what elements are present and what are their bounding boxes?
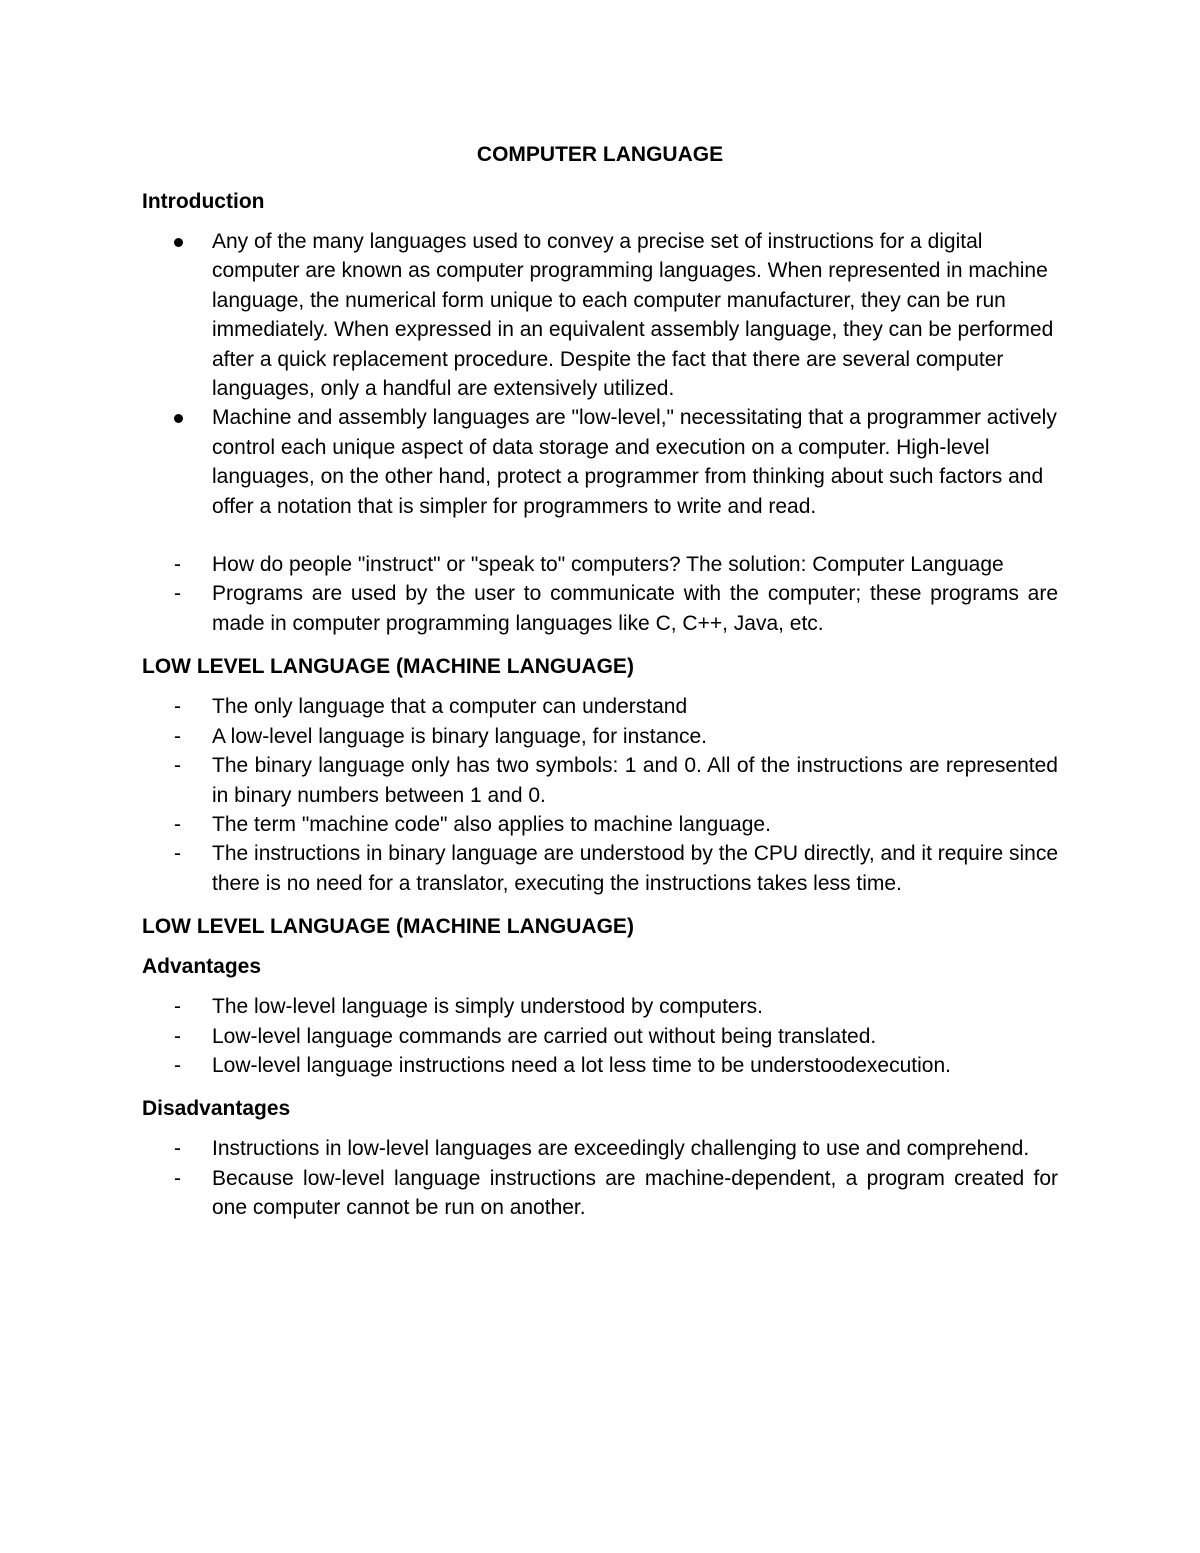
list-item <box>142 579 1058 638</box>
list-item-text: Because low-level language instructions are machine-dependent, a program created for one computer cannot be run on another. <box>212 1166 1058 1220</box>
dash-marker: - <box>174 842 181 866</box>
list-item-text: A low-level language is binary language, for instance. <box>212 724 707 748</box>
dash-marker: - <box>174 724 181 748</box>
dash-marker: - <box>174 1166 181 1190</box>
list-item-text: The term "machine code" also applies to machine language. <box>212 812 771 836</box>
low-level-heading-2: LOW LEVEL LANGUAGE (MACHINE LANGUAGE) <box>142 915 634 939</box>
dash-marker: - <box>174 995 181 1019</box>
list-item <box>142 1134 1058 1163</box>
dash-marker: - <box>174 695 181 719</box>
dash-marker: - <box>174 754 181 778</box>
list-item <box>142 992 1058 1021</box>
list-item <box>142 722 1058 751</box>
list-item-text: Any of the many languages used to convey a precise set of instructions for a digital computer are known as computer programming languages. When represented in machine language, the numerical form unique to each computer manufacturer, they can be run immediately. When expressed in an equivalent assembly language, they can be performed after a quick replacement procedure. Despite the fact that there are several computer languages, only a handful are extensively utilized. <box>212 230 1054 401</box>
list-item-text: The low-level language is simply understood by computers. <box>212 995 763 1019</box>
list-item-text: How do people "instruct" or "speak to" computers? The solution: Computer Language <box>212 553 1004 577</box>
list-item <box>142 1022 1058 1051</box>
dash-marker: - <box>174 1137 181 1161</box>
list-item-text: The instructions in binary language are understood by the CPU directly, and it require since there is no need for a translator, executing the instructions takes less time. <box>212 842 1058 895</box>
bullet-icon <box>174 414 183 423</box>
document-body <box>142 140 1058 1223</box>
dash-marker: - <box>174 812 181 836</box>
page-title: COMPUTER LANGUAGE <box>476 143 724 166</box>
list-item-text: The only language that a computer can understand <box>212 695 688 719</box>
list-item <box>142 751 1058 810</box>
dash-marker: - <box>174 582 181 606</box>
disadvantages-list <box>142 1134 1058 1222</box>
list-item-text: Low-level language commands are carried out without being translated. <box>212 1024 877 1048</box>
list-item <box>142 839 1058 898</box>
list-item <box>142 1051 1058 1080</box>
low-level-heading: LOW LEVEL LANGUAGE (MACHINE LANGUAGE) <box>142 655 634 679</box>
advantages-heading: Advantages <box>142 955 262 979</box>
list-item-text: The binary language only has two symbols: 1 and 0. All of the instructions are represented in binary numbers between 1 and 0. <box>212 754 1058 807</box>
list-item <box>142 1164 1058 1223</box>
advantages-list <box>142 992 1058 1080</box>
low-level-list <box>142 692 1058 898</box>
list-item-text: Machine and assembly languages are "low-level," necessitating that a programmer actively control each unique aspect of data storage and execution on a computer. High-level languages, on the other hand, protect a programmer from thinking about such factors and offer a notation that is simpler for programmers to write and read. <box>212 406 1057 518</box>
introduction-dash-list <box>142 550 1058 638</box>
list-item-text: Programs are used by the user to communicate with the computer; these programs are made in computer programming languages like C, C++, Java, etc. <box>212 582 1058 635</box>
list-item <box>142 810 1058 839</box>
list-item <box>142 227 1058 403</box>
list-item-text: Low-level language instructions need a lot less time to be understoodexecution. <box>212 1053 951 1077</box>
dash-marker: - <box>174 553 181 577</box>
bullet-icon <box>174 238 183 247</box>
dash-marker: - <box>174 1053 181 1077</box>
list-item-text: Instructions in low-level languages are exceedingly challenging to use and comprehend. <box>212 1137 1030 1161</box>
introduction-heading: Introduction <box>142 190 265 213</box>
list-item <box>142 550 1058 579</box>
list-item <box>142 403 1058 521</box>
list-item <box>142 692 1058 721</box>
introduction-bullet-list <box>142 227 1058 521</box>
disadvantages-heading: Disadvantages <box>142 1097 291 1121</box>
dash-marker: - <box>174 1024 181 1048</box>
